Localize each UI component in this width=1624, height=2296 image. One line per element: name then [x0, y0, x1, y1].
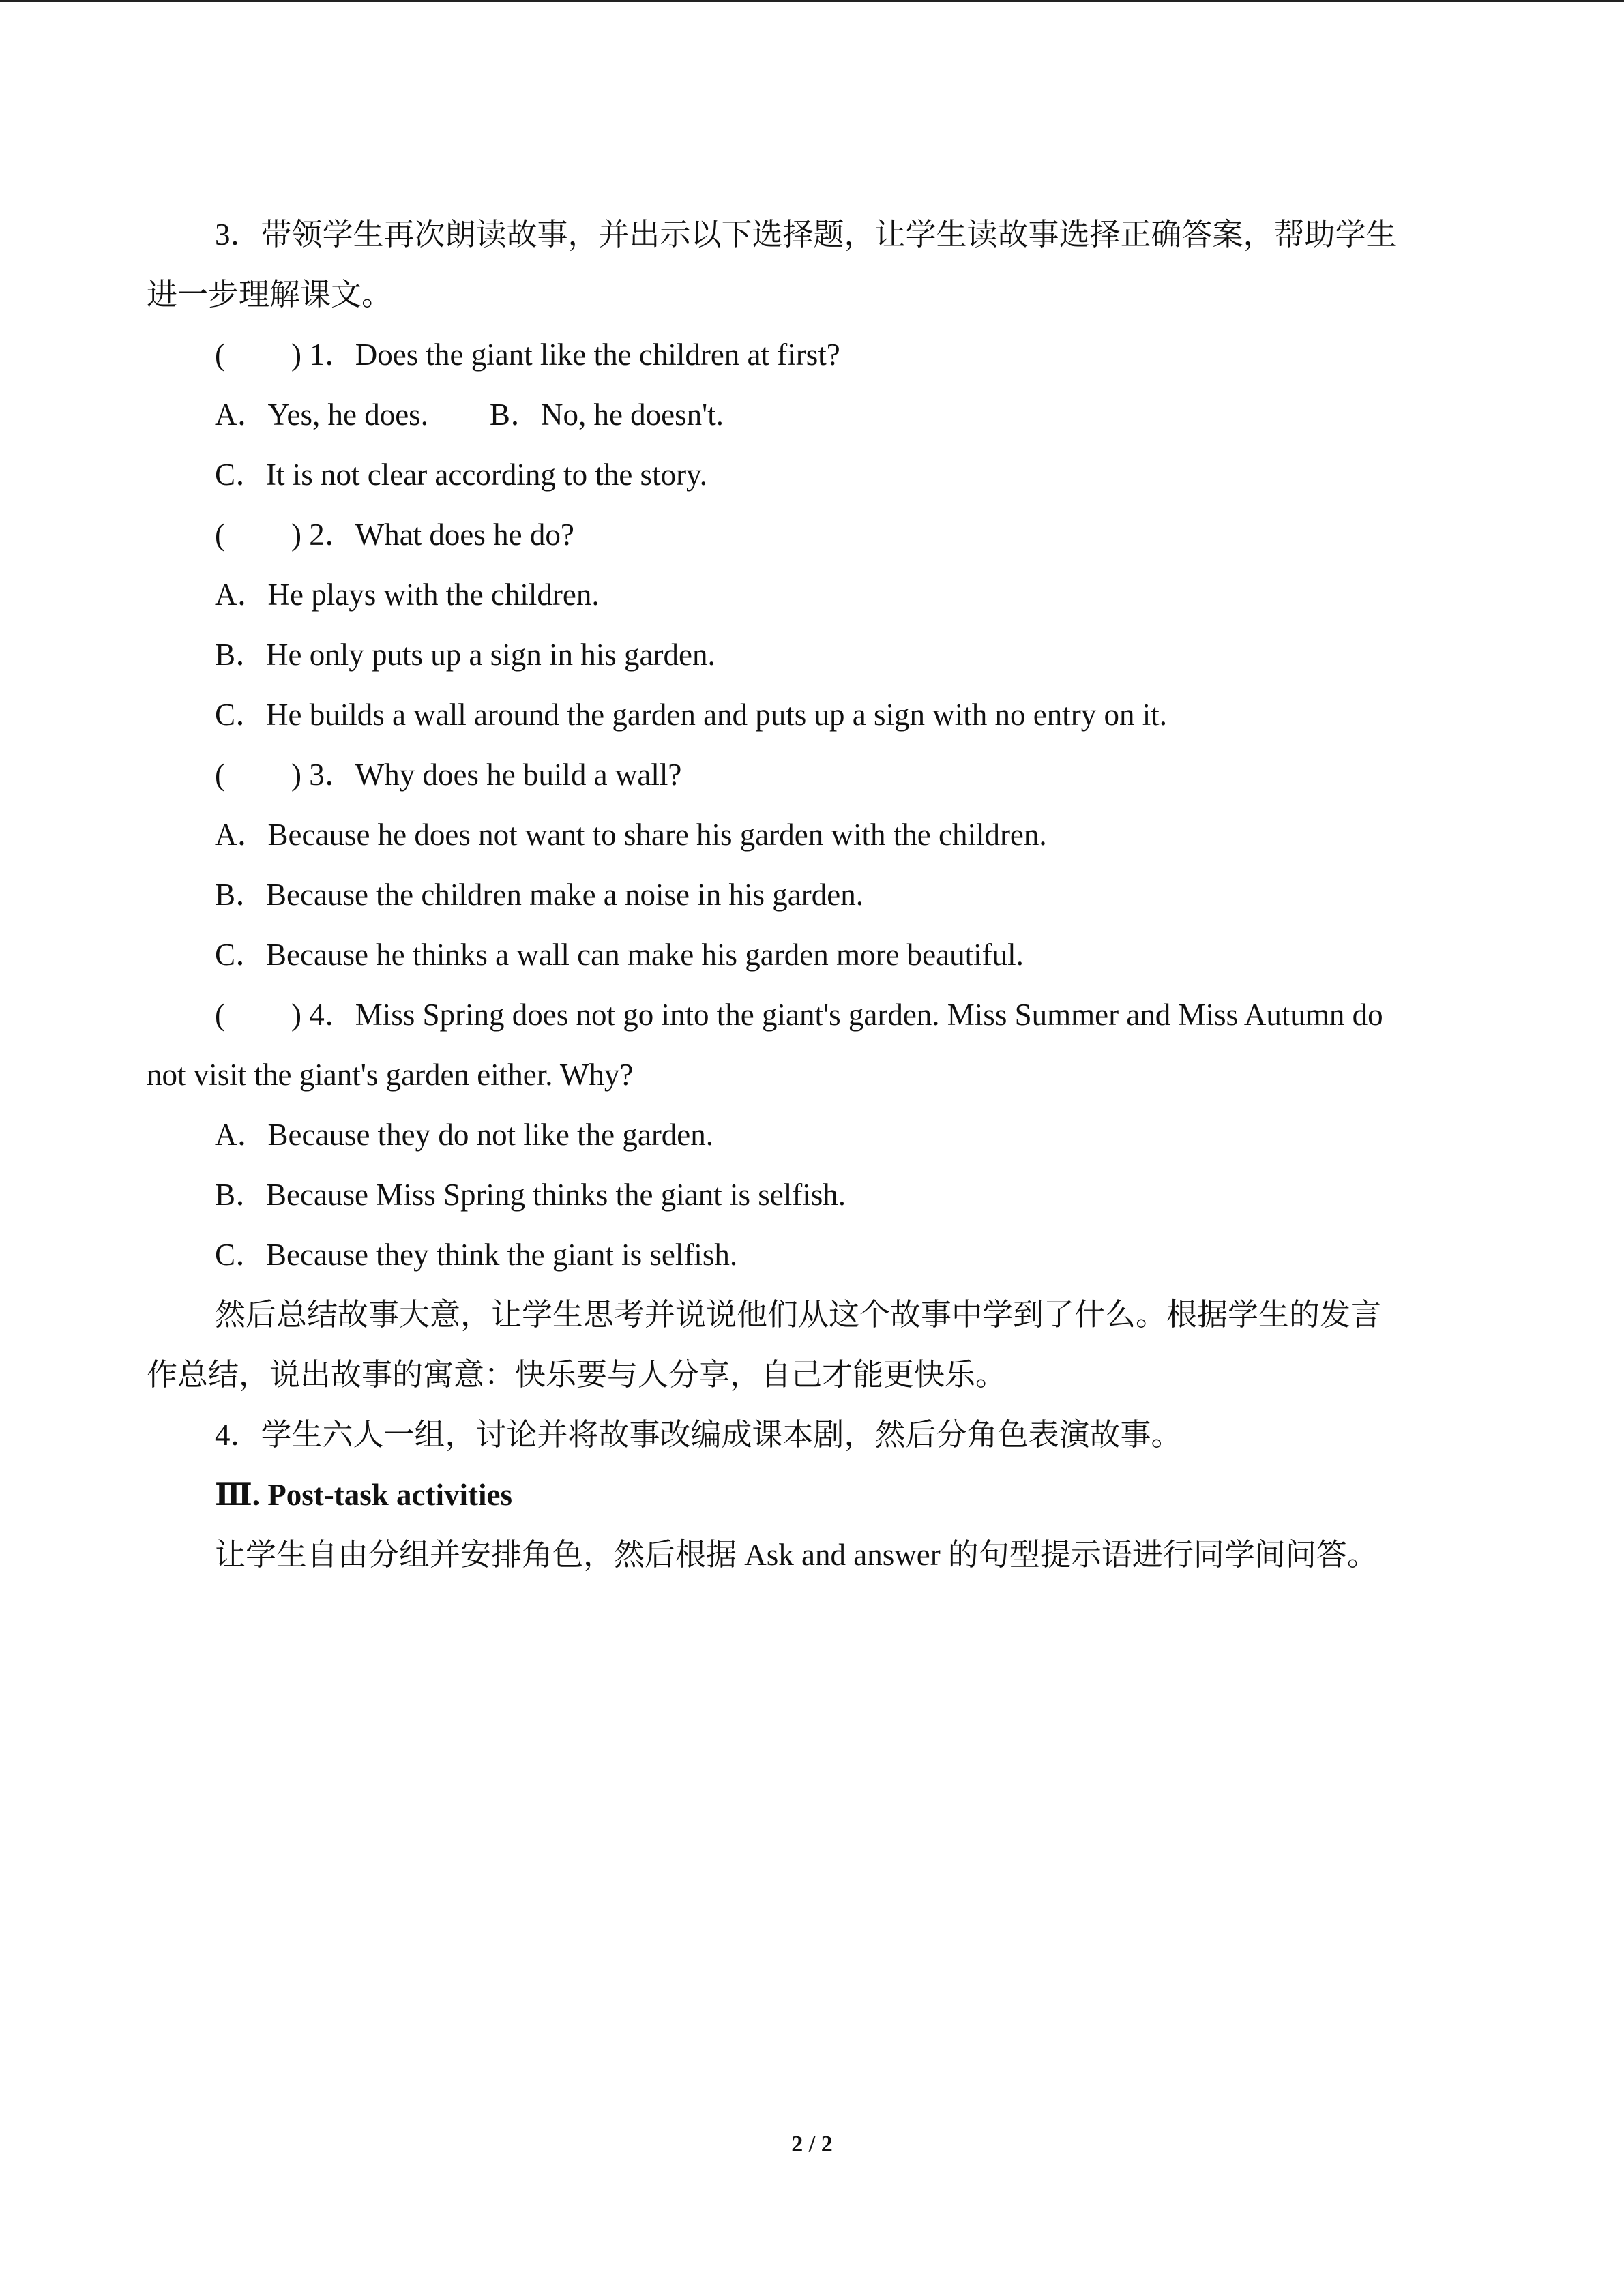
question-4-option-a: A．Because they do not like the garden. [215, 1118, 714, 1152]
question-2-stem [147, 505, 1483, 565]
question-4-option-b: B．Because Miss Spring thinks the giant is selfish. [215, 1178, 846, 1212]
step3-line-2: 进一步理解课文。 [147, 278, 393, 312]
question-3-stem [147, 745, 1483, 805]
question-3-option-b: B．Because the children make a noise in his garden. [215, 878, 863, 912]
answer-blank: ( [215, 758, 225, 792]
post-task-text: 让学生自由分组并安排角色，然后根据 Ask and answer 的句型提示语进行同学间问答。 [215, 1538, 1378, 1572]
question-1-text: ) 1．Does the giant like the children at first? [291, 338, 840, 372]
section-heading-post-task: Ⅲ. Post-task activities [215, 1478, 512, 1512]
page-top-border [0, 0, 1624, 2]
question-2-option-b: B．He only puts up a sign in his garden. [215, 638, 715, 672]
question-2-option-c: C．He builds a wall around the garden and puts up a sign with no entry on it. [215, 698, 1168, 732]
document-body [147, 205, 1483, 1585]
question-1-stem [147, 325, 1483, 385]
summary-line-1: 然后总结故事大意，让学生思考并说说他们从这个故事中学到了什么。根据学生的发言 [215, 1298, 1382, 1332]
question-4-option-c: C．Because they think the giant is selfish. [215, 1238, 738, 1272]
question-4-stem-continued: not visit the giant's garden either. Why? [147, 1058, 634, 1092]
question-1-option-c: C．It is not clear according to the story. [215, 458, 707, 492]
question-3-option-c: C．Because he thinks a wall can make his garden more beautiful. [215, 938, 1024, 972]
question-4-text: ) 4．Miss Spring does not go into the giant's garden. Miss Summer and Miss Autumn do [291, 998, 1383, 1032]
summary-line-2: 作总结，说出故事的寓意：快乐要与人分享，自己才能更快乐。 [147, 1358, 1007, 1392]
answer-blank: ( [215, 338, 225, 372]
question-4-stem [147, 985, 1483, 1045]
answer-blank: ( [215, 998, 225, 1032]
question-2-option-a: A．He plays with the children. [215, 578, 600, 612]
question-2-text: ) 2．What does he do? [291, 518, 574, 552]
question-1-option-ab: A．Yes, he does. B．No, he doesn't. [215, 398, 724, 432]
question-3-option-a: A．Because he does not want to share his garden with the children. [215, 818, 1047, 852]
step4-text: 4．学生六人一组，讨论并将故事改编成课本剧，然后分角色表演故事。 [215, 1418, 1182, 1452]
page-number: 2 / 2 [791, 2132, 833, 2157]
question-3-text: ) 3．Why does he build a wall? [291, 758, 682, 792]
step3-line-1: 3．带领学生再次朗读故事，并出示以下选择题，让学生读故事选择正确答案，帮助学生 [215, 218, 1397, 252]
answer-blank: ( [215, 518, 225, 552]
